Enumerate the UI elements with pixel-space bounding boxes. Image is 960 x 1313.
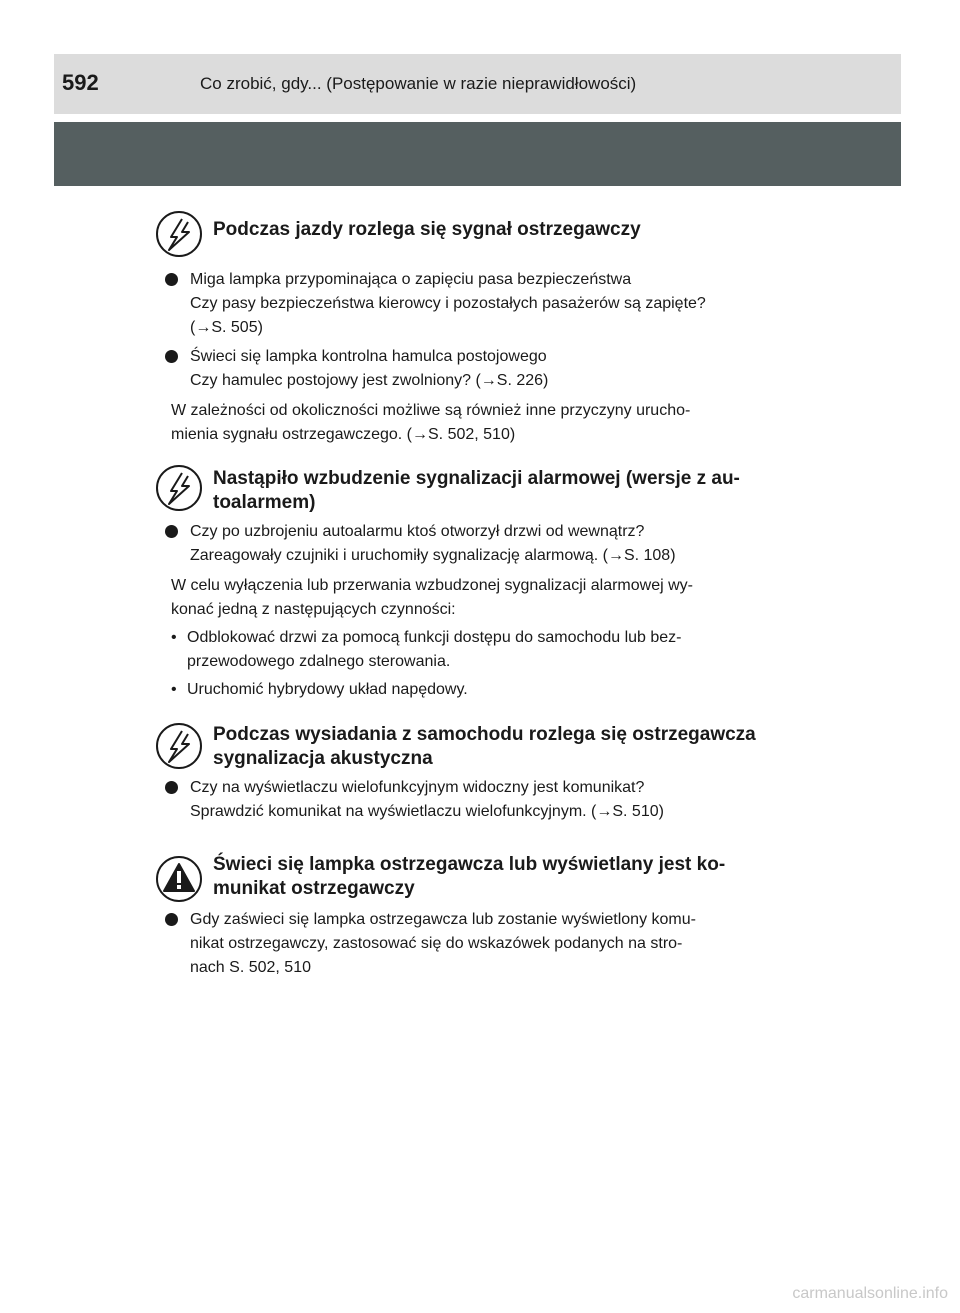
section-title: Świeci się lampka ostrzegawcza lub wyświetlany jest ko- munikat ostrzegawczy — [213, 854, 726, 899]
bullet-dot-icon — [165, 273, 178, 286]
section-banner — [54, 122, 901, 186]
bullet-dot-icon — [165, 913, 178, 926]
warning-zigzag-icon — [155, 722, 203, 770]
warning-triangle-icon — [155, 855, 203, 903]
header-band — [54, 54, 901, 114]
warning-zigzag-icon — [155, 464, 203, 512]
header-title: Co zrobić, gdy... (Postępowanie w razie nieprawidłowości) — [200, 74, 637, 93]
section-title: Nastąpiło wzbudzenie sygnalizacji alarmowej (wersje z au- toalarmem) — [213, 468, 740, 513]
bullet-dot-icon — [165, 350, 178, 363]
section-title: Podczas jazdy rozlega się sygnał ostrzegawczy — [213, 219, 641, 240]
paragraph: W zależności od okoliczności możliwe są również inne przyczyny urucho- mienia sygnału ostrzegawczego. (→S. 502, 510) — [171, 402, 691, 443]
bullet-dot-icon — [165, 781, 178, 794]
watermark: carmanualsonline.info — [792, 1285, 948, 1302]
bullet-dot-icon — [165, 525, 178, 538]
page-number: 592 — [62, 70, 99, 95]
warning-zigzag-icon — [155, 210, 203, 258]
section-title: Podczas wysiadania z samochodu rozlega się ostrzegawcza sygnalizacja akustyczna — [213, 724, 756, 769]
paragraph: W celu wyłączenia lub przerwania wzbudzonej sygnalizacji alarmowej wy- konać jedną z następujących czynności: — [171, 577, 693, 618]
